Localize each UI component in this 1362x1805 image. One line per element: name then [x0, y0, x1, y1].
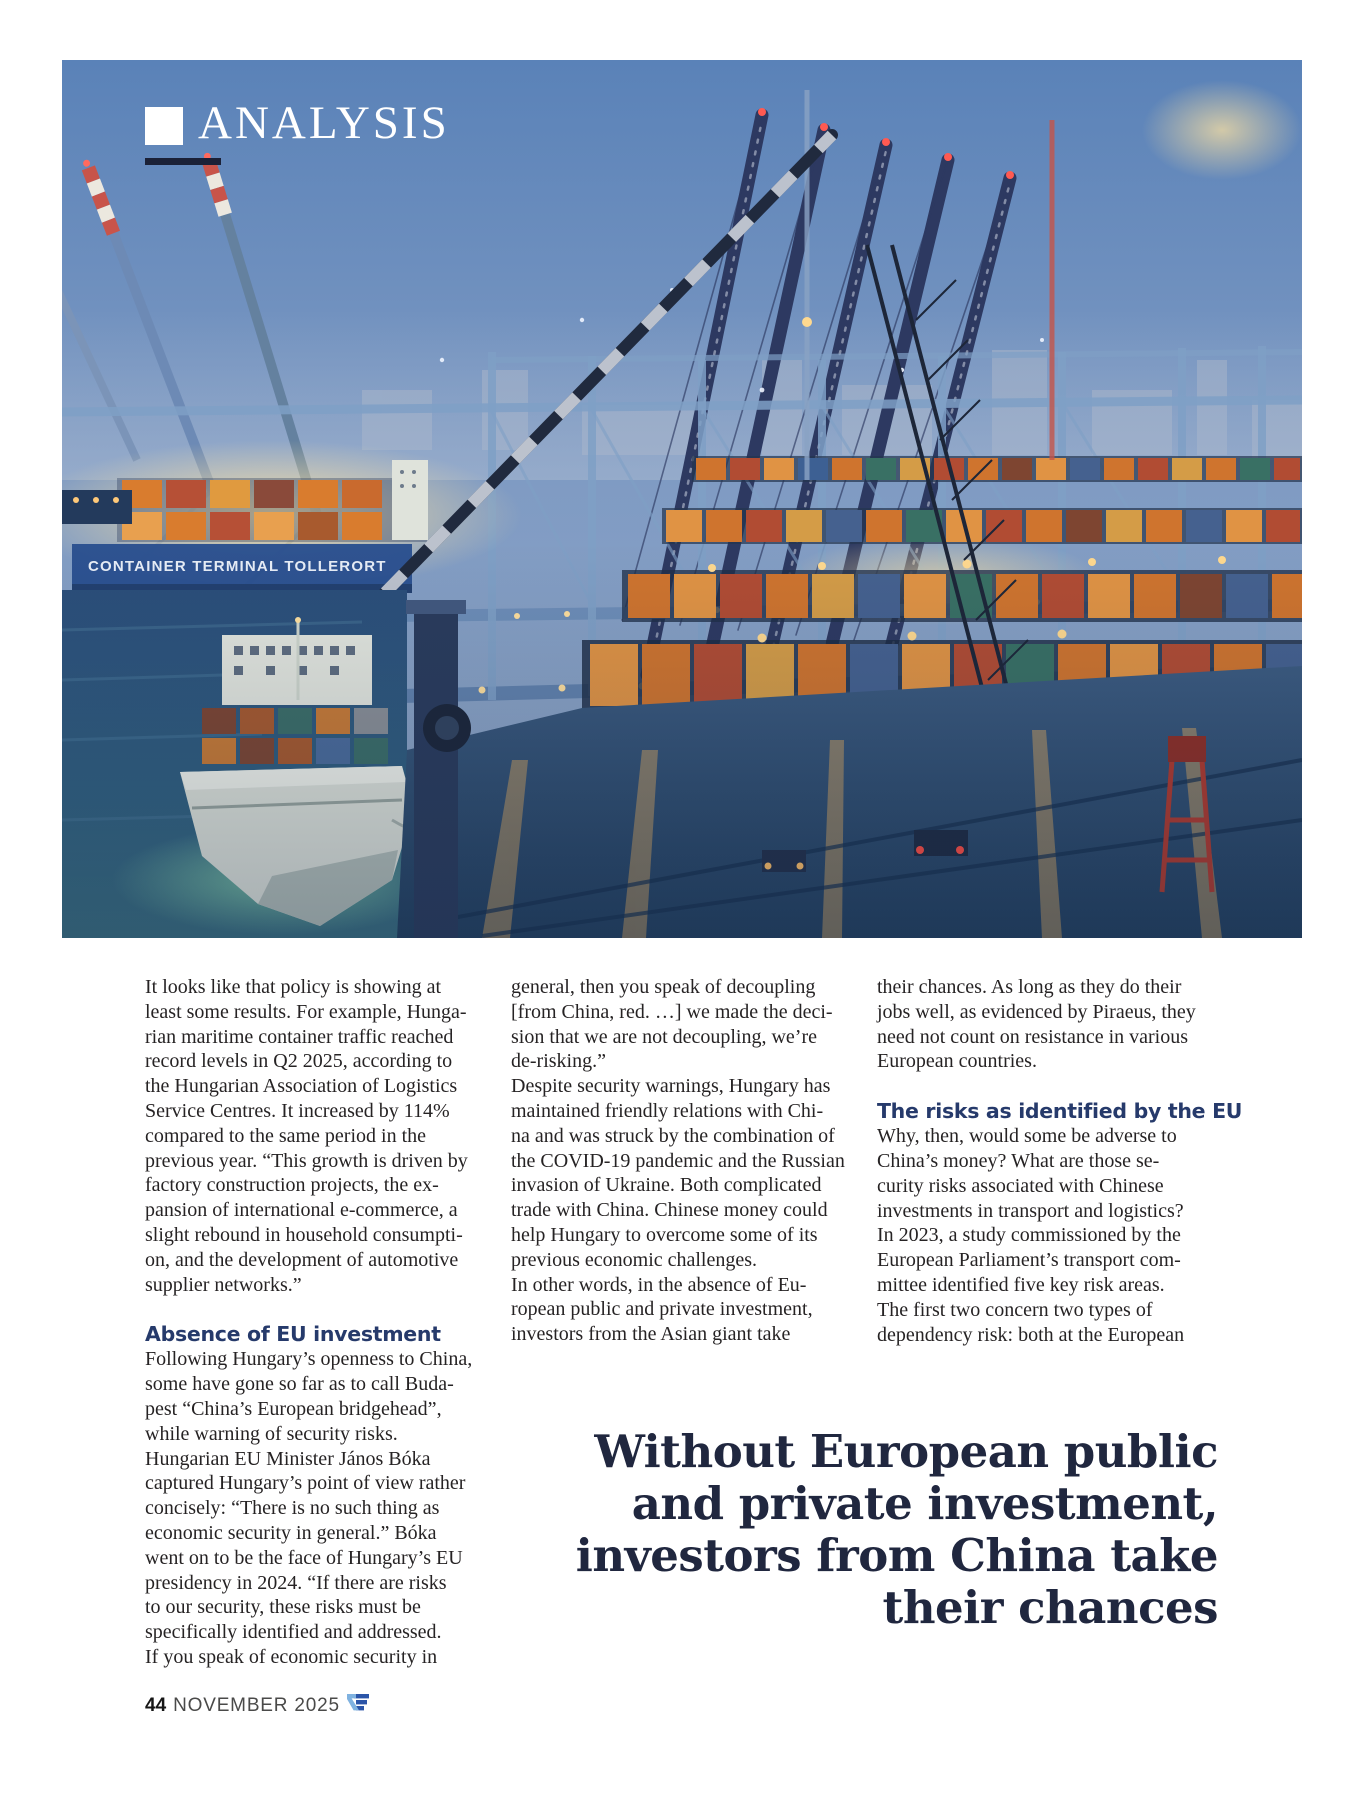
body-text-line: the Hungarian Association of Logistics	[145, 1075, 458, 1098]
body-text-line: [from China, red. …] we made the deci-	[511, 1000, 833, 1023]
body-text-line: pest “China’s European bridgehead”,	[145, 1397, 442, 1420]
body-text-line: pansion of international e-commerce, a	[145, 1199, 458, 1222]
body-text-line: concisely: “There is no such thing as	[145, 1497, 440, 1520]
body-text-line: na and was struck by the combination of	[511, 1124, 835, 1147]
body-text-line: rian maritime container traffic reached	[145, 1025, 454, 1048]
body-text-line: investments in transport and logistics?	[877, 1199, 1184, 1222]
body-text-line: the COVID-19 pandemic and the Russian	[511, 1149, 845, 1172]
section-underline	[145, 158, 221, 165]
body-text-line: jobs well, as evidenced by Piraeus, they	[877, 1000, 1196, 1023]
body-text-line: In other words, in the absence of Eu-	[511, 1273, 807, 1296]
pull-quote-line: their chances	[882, 1581, 1218, 1634]
body-text-line: record levels in Q2 2025, according to	[145, 1050, 453, 1073]
body-text-line: trade with China. Chinese money could	[511, 1199, 828, 1222]
body-text-line: previous economic challenges.	[511, 1248, 758, 1271]
body-text-line: specifically identified and addressed.	[145, 1621, 442, 1644]
body-text-line: sion that we are not decoupling, we’re	[511, 1025, 818, 1048]
body-text-line: supplier networks.”	[145, 1273, 302, 1296]
body-text-line: need not count on resistance in various	[877, 1025, 1189, 1048]
body-text-line: compared to the same period in the	[145, 1124, 427, 1147]
body-text-line: European countries.	[877, 1050, 1037, 1073]
body-text-line: presidency in 2024. “If there are risks	[145, 1571, 447, 1594]
body-text-line: Despite security warnings, Hungary has	[511, 1075, 831, 1098]
body-text-line: de-risking.”	[511, 1050, 606, 1073]
article-column-3	[877, 975, 1243, 1347]
article-column-1	[145, 975, 497, 1670]
body-text-line: help Hungary to overcome some of its	[511, 1223, 818, 1246]
page-footer	[145, 1693, 370, 1718]
body-text-line: captured Hungary’s point of view rather	[145, 1472, 466, 1495]
body-text-line: previous year. “This growth is driven by	[145, 1149, 468, 1172]
body-text-line: some have gone so far as to call Buda-	[145, 1373, 454, 1396]
body-text-line: dependency risk: both at the European	[877, 1323, 1185, 1346]
body-text-line: mittee identified five key risk areas.	[877, 1273, 1165, 1296]
section-marker-square	[145, 107, 183, 145]
body-text-line: slight rebound in household consumpti-	[145, 1223, 463, 1246]
section-title: ANALYSIS	[198, 97, 450, 149]
body-text-line: In 2023, a study commissioned by the	[877, 1224, 1181, 1247]
harbor-photo-illustration	[62, 60, 1302, 938]
body-text-line: invasion of Ukraine. Both complicated	[511, 1174, 822, 1197]
body-text-line: curity risks associated with Chinese	[877, 1174, 1164, 1197]
body-text-line: economic security in general.” Bóka	[145, 1521, 437, 1544]
body-text-line: while warning of security risks.	[145, 1422, 398, 1445]
article-column-2	[511, 975, 863, 1347]
body-text-line: ropean public and private investment,	[511, 1298, 813, 1321]
column-heading: The risks as identified by the EU	[877, 1099, 1243, 1124]
body-text-line: general, then you speak of decoupling	[511, 976, 816, 998]
body-text-line: The first two concern two types of	[877, 1298, 1153, 1321]
body-text-line: went on to be the face of Hungary’s EU	[145, 1546, 463, 1569]
pull-quote-line: and private investment,	[631, 1477, 1218, 1530]
body-text-line: European Parliament’s transport com-	[877, 1249, 1181, 1272]
body-text-line: If you speak of economic security in	[145, 1645, 438, 1668]
body-text-line: China’s money? What are those se-	[877, 1149, 1160, 1172]
harbor-photo	[62, 60, 1302, 938]
pull-quote-line: Without European public	[594, 1425, 1218, 1478]
body-text-line: Following Hungary’s openness to China,	[145, 1348, 473, 1371]
body-text-line: to our security, these risks must be	[145, 1596, 421, 1619]
pull-quote	[498, 1426, 1218, 1634]
publisher-logo-icon	[346, 1693, 370, 1718]
pull-quote-line: investors from China take	[575, 1529, 1218, 1582]
page-number: 44	[145, 1694, 167, 1716]
body-text-line: Hungarian EU Minister János Bóka	[145, 1447, 431, 1470]
issue-date: NOVEMBER 2025	[173, 1694, 340, 1716]
body-text-line: It looks like that policy is showing at	[145, 976, 442, 998]
body-text-line: Service Centres. It increased by 114%	[145, 1099, 450, 1122]
body-text-line: investors from the Asian giant take	[511, 1323, 791, 1346]
body-text-line: their chances. As long as they do their	[877, 976, 1182, 998]
body-text-line: factory construction projects, the ex-	[145, 1174, 439, 1197]
body-text-line: on, and the development of automotive	[145, 1248, 459, 1271]
body-text-line: Why, then, would some be adverse to	[877, 1125, 1177, 1148]
body-text-line: maintained friendly relations with Chi-	[511, 1099, 824, 1122]
column-heading: Absence of EU investment	[145, 1322, 441, 1347]
body-text-line: least some results. For example, Hunga-	[145, 1000, 467, 1023]
